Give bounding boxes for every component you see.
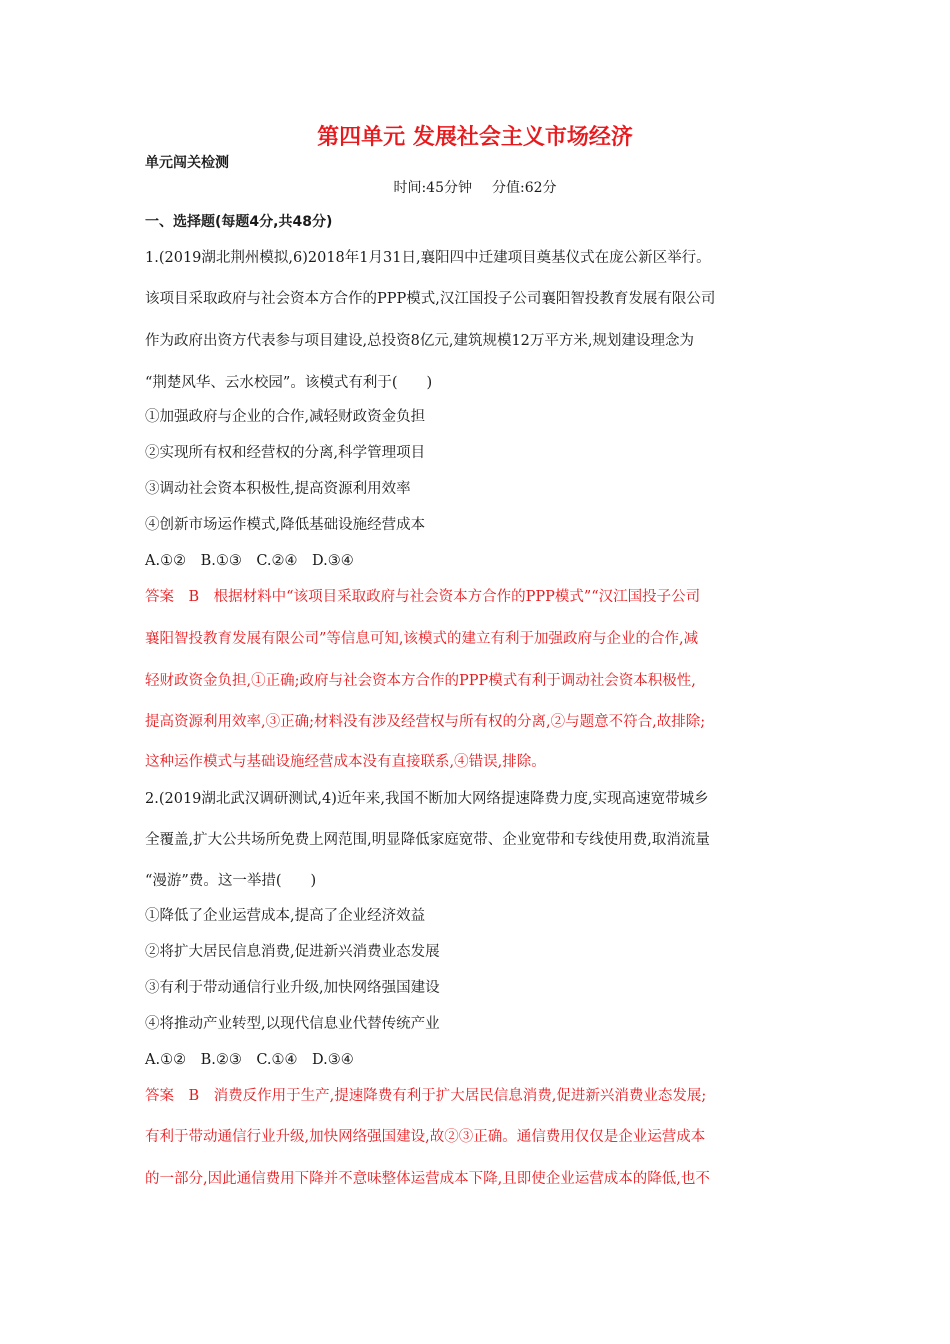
section-heading: 一、选择题(每题4分,共48分) (145, 214, 333, 230)
q1-answer-line: 轻财政资金负担,①正确;政府与社会资本方合作的PPP模式有利于调动社会资本积极性, (145, 673, 696, 689)
q1-stem-line: 1.(2019湖北荆州模拟,6)2018年1月31日,襄阳四中迁建项目奠基仪式在庞公新区举行。 (145, 250, 711, 266)
total-score: 分值:62分 (492, 180, 557, 196)
q2-choices: A.①② B.②③ C.①④ D.③④ (145, 1052, 354, 1068)
q2-answer-line: 答案 B 消费反作用于生产,提速降费有利于扩大居民信息消费,促进新兴消费业态发展; (145, 1088, 707, 1104)
q1-answer-line: 答案 B 根据材料中“该项目采取政府与社会资本方合作的PPP模式”“汉江国投子公司 (145, 589, 701, 605)
page-title: 第四单元 发展社会主义市场经济 (317, 125, 633, 150)
q2-stem-line: “漫游”费。这一举措( ) (145, 873, 317, 889)
unit-subtitle: 单元闯关检测 (145, 155, 229, 171)
q2-stem-line: 全覆盖,扩大公共场所免费上网范围,明显降低家庭宽带、企业宽带和专线使用费,取消流量 (145, 832, 710, 848)
q1-choices: A.①② B.①③ C.②④ D.③④ (145, 553, 354, 569)
time-limit: 时间:45分钟 (393, 180, 472, 196)
q1-answer-line: 这种运作模式与基础设施经营成本没有直接联系,④错误,排除。 (145, 754, 546, 770)
q2-stem-line: 2.(2019湖北武汉调研测试,4)近年来,我国不断加大网络提速降费力度,实现高速宽带城乡 (145, 791, 709, 807)
q2-option: ②将扩大居民信息消费,促进新兴消费业态发展 (145, 944, 440, 960)
exam-meta (0, 177, 950, 197)
q1-answer-line: 提高资源利用效率,③正确;材料没有涉及经营权与所有权的分离,②与题意不符合,故排除; (145, 714, 706, 730)
q1-option: ①加强政府与企业的合作,减轻财政资金负担 (145, 409, 426, 425)
q1-option: ③调动社会资本积极性,提高资源利用效率 (145, 481, 411, 497)
q2-option: ④将推动产业转型,以现代信息业代替传统产业 (145, 1016, 440, 1032)
q2-answer-line: 有利于带动通信行业升级,加快网络强国建设,故②③正确。通信费用仅仅是企业运营成本 (145, 1129, 706, 1145)
q1-stem-line: 作为政府出资方代表参与项目建设,总投资8亿元,建筑规模12万平方米,规划建设理念为 (145, 333, 695, 349)
q1-stem-line: 该项目采取政府与社会资本方合作的PPP模式,汉江国投子公司襄阳智投教育发展有限公司 (145, 291, 716, 307)
q1-option: ④创新市场运作模式,降低基础设施经营成本 (145, 517, 426, 533)
q1-option: ②实现所有权和经营权的分离,科学管理项目 (145, 445, 426, 461)
q1-stem-line: “荆楚风华、云水校园”。该模式有利于( ) (145, 375, 433, 391)
q2-option: ③有利于带动通信行业升级,加快网络强国建设 (145, 980, 440, 996)
q1-answer-line: 襄阳智投教育发展有限公司”等信息可知,该模式的建立有利于加强政府与企业的合作,减 (145, 631, 699, 647)
q2-answer-line: 的一部分,因此通信费用下降并不意味整体运营成本下降,且即使企业运营成本的降低,也不 (145, 1171, 710, 1187)
q2-option: ①降低了企业运营成本,提高了企业经济效益 (145, 908, 426, 924)
